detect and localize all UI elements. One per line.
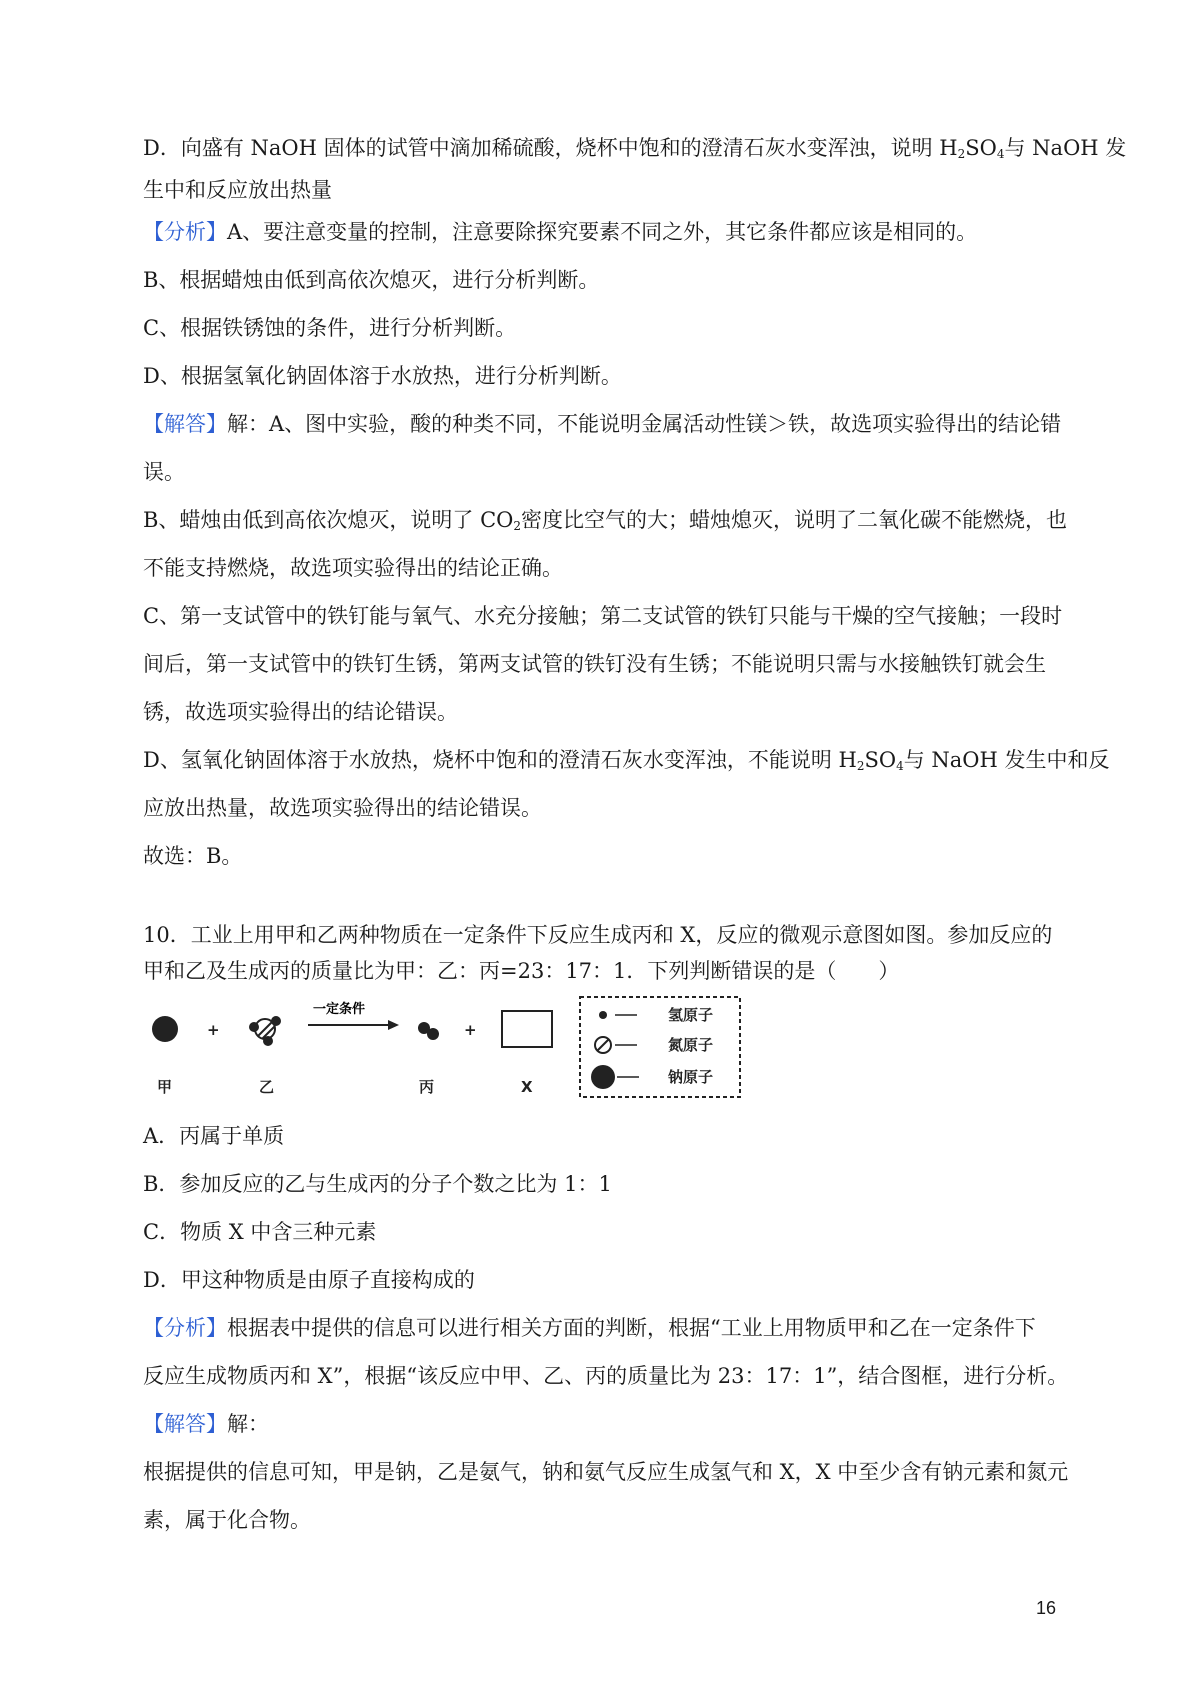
hydrogen-atom-icon xyxy=(599,1011,607,1019)
q10-option-c: C．物质 X 中含三种元素 xyxy=(143,1220,377,1244)
ammonia-molecule-icon xyxy=(249,1016,281,1046)
legend-nitrogen: 氮原子 xyxy=(668,1036,714,1054)
q10-answer-line1: 根据提供的信息可知，甲是钠，乙是氨气，钠和氨气反应生成氢气和 X，X 中至少含有钠元素和氮元 xyxy=(143,1460,1069,1484)
analysis-tag: 【分析】 xyxy=(143,1316,227,1340)
q10-analysis-line2: 反应生成物质丙和 X”，根据“该反应中甲、乙、丙的质量比为 23：17：1”，结合图框，进行分析。 xyxy=(143,1364,1069,1388)
q9-answer-c-line2: 间后，第一支试管中的铁钉生锈，第两支试管的铁钉没有生锈；不能说明只需与水接触铁钉就会生 xyxy=(143,652,1046,676)
label-bing: 丙 xyxy=(419,1078,435,1096)
sodium-atom-icon xyxy=(152,1016,178,1042)
q9-answer-d-line2: 应放出热量，故选项实验得出的结论错误。 xyxy=(143,796,542,820)
q9-analysis-line4: D、根据氢氧化钠固体溶于水放热，进行分析判断。 xyxy=(143,364,622,388)
q9-answer-c-line1: C、第一支试管中的铁钉能与氧气、水充分接触；第二支试管的铁钉只能与干燥的空气接触；一段时 xyxy=(143,604,1063,628)
q9-answer-choice: 故选：B。 xyxy=(143,844,243,868)
q9-analysis-line3: C、根据铁锈蚀的条件，进行分析判断。 xyxy=(143,316,517,340)
legend-hydrogen: 氢原子 xyxy=(668,1006,714,1024)
answer-tag: 【解答】 xyxy=(143,412,227,436)
q9-answer-b-line2: 不能支持燃烧，故选项实验得出的结论正确。 xyxy=(143,556,563,580)
q9-option-d-line2: 生中和反应放出热量 xyxy=(143,178,332,202)
q9-analysis-line1: 【分析】A、要注意变量的控制，注意要除探究要素不同之外，其它条件都应该是相同的。 xyxy=(143,220,978,244)
arrow-condition-label: 一定条件 xyxy=(313,1002,366,1017)
plus-sign-2: + xyxy=(464,1021,477,1039)
sodium-atom-legend-icon xyxy=(591,1065,615,1089)
q9-answer-a-line1: 【解答】解：A、图中实验，酸的种类不同，不能说明金属活动性镁＞铁，故选项实验得出的结论错 xyxy=(143,412,1062,436)
legend-sodium: 钠原子 xyxy=(668,1068,714,1086)
q10-stem-line1: 10．工业上用甲和乙两种物质在一定条件下反应生成丙和 X，反应的微观示意图如图。参加反应的 xyxy=(143,923,1053,947)
plus-sign-1: + xyxy=(207,1021,220,1039)
reaction-diagram xyxy=(143,995,763,1101)
q9-answer-b-line1: B、蜡烛由低到高依次熄灭，说明了 $CO_2$密度比空气的大；蜡烛熄灭，说明了二氧化碳不能燃烧，也 xyxy=(143,508,1068,533)
hydrogen-molecule-icon xyxy=(418,1022,439,1040)
q10-answer-line2: 素，属于化合物。 xyxy=(143,1508,311,1532)
arrow-head-icon xyxy=(388,1020,399,1030)
q9-analysis-line2: B、根据蜡烛由低到高依次熄灭，进行分析判断。 xyxy=(143,268,600,292)
label-yi: 乙 xyxy=(259,1078,275,1096)
label-x: X xyxy=(521,1078,533,1096)
nitrogen-atom-icon xyxy=(595,1037,611,1053)
page-number: 16 xyxy=(1036,1598,1057,1618)
q10-analysis-line1: 【分析】根据表中提供的信息可以进行相关方面的判断，根据“工业上用物质甲和乙在一定条件下 xyxy=(143,1316,1036,1340)
q10-stem-line2: 甲和乙及生成丙的质量比为甲：乙：丙=23：17：1．下列判断错误的是（ ） xyxy=(143,959,900,983)
q9-answer-d-line1: D、氢氧化钠固体溶于水放热，烧杯中饱和的澄清石灰水变浑浊，不能说明 $H_2SO_4$与 NaOH 发生中和反 xyxy=(143,748,1110,773)
unknown-x-box xyxy=(502,1011,552,1047)
q9-option-d-line1: D．向盛有 NaOH 固体的试管中滴加稀硫酸，烧杯中饱和的澄清石灰水变浑浊，说明 $H_2SO_4$与 NaOH 发 xyxy=(143,136,1127,161)
q10-answer-header: 【解答】解： xyxy=(143,1412,269,1436)
q9-answer-a-line2: 误。 xyxy=(143,460,185,484)
q10-option-b: B．参加反应的乙与生成丙的分子个数之比为 1：1 xyxy=(143,1172,612,1196)
label-jia: 甲 xyxy=(157,1078,173,1096)
answer-tag: 【解答】 xyxy=(143,1412,227,1436)
q10-option-d: D．甲这种物质是由原子直接构成的 xyxy=(143,1268,475,1292)
q9-answer-c-line3: 锈，故选项实验得出的结论错误。 xyxy=(143,700,458,724)
q10-option-a: A．丙属于单质 xyxy=(143,1124,285,1148)
analysis-tag: 【分析】 xyxy=(143,220,227,244)
